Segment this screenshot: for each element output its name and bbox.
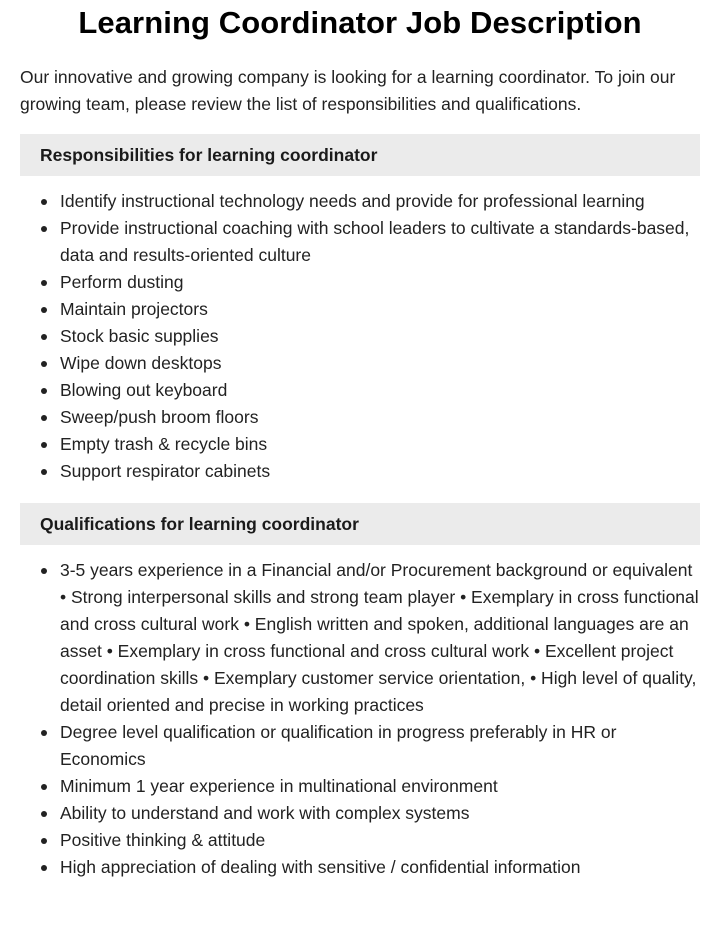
list-item: Stock basic supplies [20,323,700,350]
list-item: Sweep/push broom floors [20,404,700,431]
list-item: Blowing out keyboard [20,377,700,404]
list-item: Provide instructional coaching with school leaders to cultivate a standards-based, data and results-oriented culture [20,215,700,269]
list-item: Support respirator cabinets [20,458,700,485]
list-item: Minimum 1 year experience in multinational environment [20,773,700,800]
list-item: Ability to understand and work with complex systems [20,800,700,827]
list-item: 3-5 years experience in a Financial and/or Procurement background or equivalent • Strong interpersonal skills and strong team player • Exemplary in cross functional and cross cultural work • English written and spoken, additional languages are an asset • Exemplary in cross functional and cross cultural work • Excellent project coordination skills • Exemplary customer service orientation, • High level of quality, detail oriented and precise in working practices [20,557,700,719]
qualifications-heading: Qualifications for learning coordinator [20,503,700,545]
list-item: Maintain projectors [20,296,700,323]
list-item: Empty trash & recycle bins [20,431,700,458]
list-item: Positive thinking & attitude [20,827,700,854]
list-item: High appreciation of dealing with sensitive / confidential information [20,854,700,881]
list-item: Wipe down desktops [20,350,700,377]
list-item: Identify instructional technology needs and provide for professional learning [20,188,700,215]
qualifications-list [20,557,700,881]
list-item: Perform dusting [20,269,700,296]
list-item: Degree level qualification or qualification in progress preferably in HR or Economics [20,719,700,773]
responsibilities-heading: Responsibilities for learning coordinator [20,134,700,176]
intro-paragraph: Our innovative and growing company is looking for a learning coordinator. To join our growing team, please review the list of responsibilities and qualifications. [20,67,676,114]
page-title: Learning Coordinator Job Description [78,5,642,40]
responsibilities-list [20,188,700,485]
